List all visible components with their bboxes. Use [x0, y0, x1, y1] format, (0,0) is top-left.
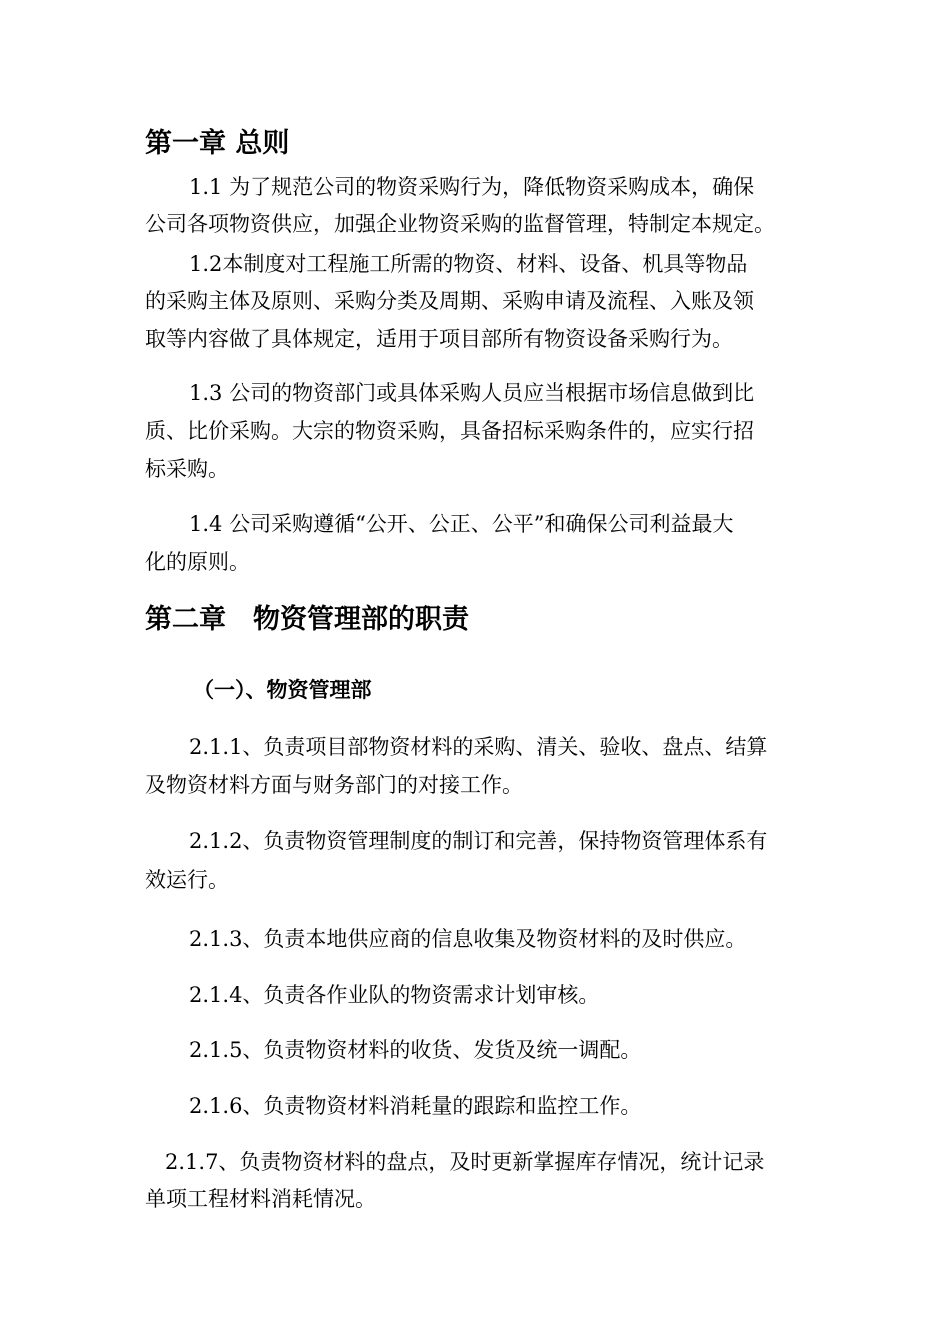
paragraph-line: 单项工程材料消耗情况。 [145, 1187, 376, 1211]
paragraph-line: 的采购主体及原则、采购分类及周期、采购申请及流程、入账及领 [145, 289, 754, 313]
paragraph-line: 2.1.1、负责项目部物资材料的采购、清关、验收、盘点、结算 [189, 735, 768, 759]
paragraph-2-1-6: 2.1.6、负责物资材料消耗量的跟踪和监控工作。 [189, 1094, 642, 1118]
paragraph-line: 1.4 公司采购遵循“公开、公正、公平”和确保公司利益最大 [189, 512, 734, 536]
paragraph-2-1-5: 2.1.5、负责物资材料的收货、发货及统一调配。 [189, 1038, 642, 1062]
paragraph-line: 1.3 公司的物资部门或具体采购人员应当根据市场信息做到比 [189, 381, 755, 405]
paragraph-line: 效运行。 [145, 868, 229, 892]
paragraph-2-1-3: 2.1.3、负责本地供应商的信息收集及物资材料的及时供应。 [189, 927, 747, 951]
paragraph-line: 公司各项物资供应，加强企业物资采购的监督管理，特制定本规定。 [145, 212, 775, 236]
paragraph-line: 1.1 为了规范公司的物资采购行为，降低物资采购成本，确保 [189, 175, 755, 199]
paragraph-line: 取等内容做了具体规定，适用于项目部所有物资设备采购行为。 [145, 327, 733, 351]
paragraph-line: 2.1.7、负责物资材料的盘点，及时更新掌握库存情况，统计记录 [165, 1150, 765, 1174]
section-heading: （一）、物资管理部 [193, 678, 372, 702]
paragraph-line: 质、比价采购。大宗的物资采购，具备招标采购条件的，应实行招 [145, 419, 754, 443]
paragraph-line: 2.1.2、负责物资管理制度的制订和完善，保持物资管理体系有 [189, 829, 768, 853]
chapter-2-title: 第二章 物资管理部的职责 [145, 604, 469, 635]
chapter-1-title: 第一章 总则 [145, 128, 290, 159]
paragraph-line: 标采购。 [145, 457, 229, 481]
paragraph-line: 1.2本制度对工程施工所需的物资、材料、设备、机具等物品 [189, 252, 748, 276]
paragraph-line: 及物资材料方面与财务部门的对接工作。 [145, 773, 523, 797]
paragraph-2-1-4: 2.1.4、负责各作业队的物资需求计划审核。 [189, 983, 600, 1007]
paragraph-line: 化的原则。 [145, 550, 250, 574]
